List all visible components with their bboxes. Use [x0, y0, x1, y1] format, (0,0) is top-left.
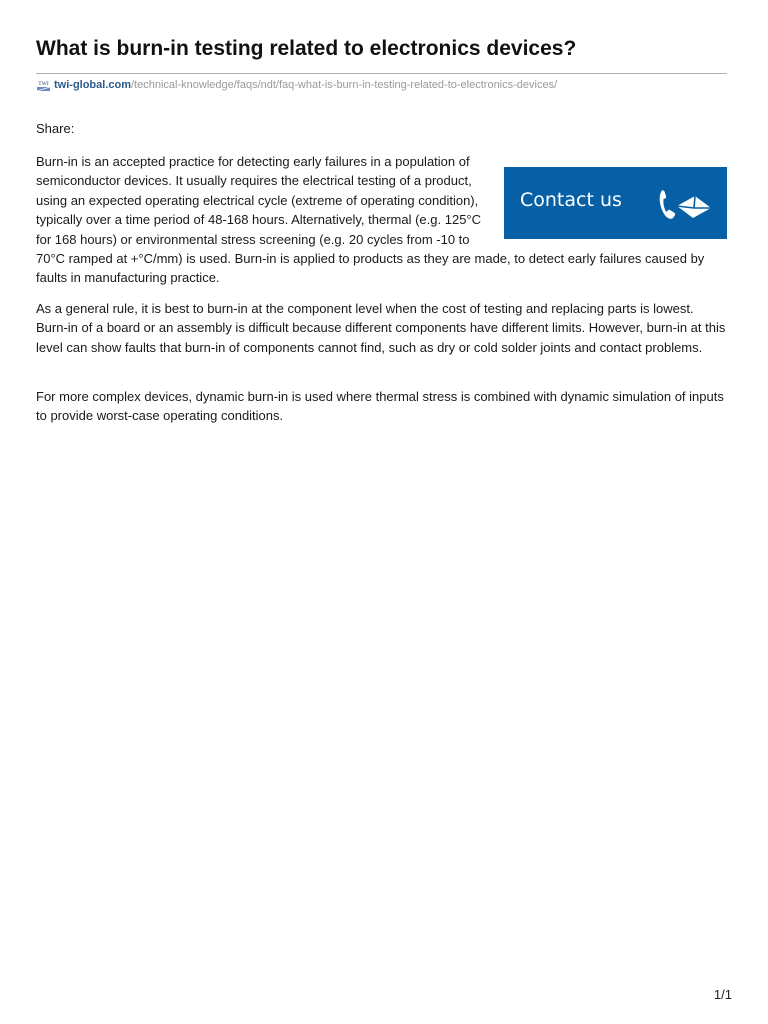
share-label: Share: — [36, 121, 75, 136]
source-domain: twi-global.com — [54, 79, 131, 91]
contact-icons — [655, 186, 713, 222]
phone-icon — [660, 190, 676, 218]
twi-logo-icon — [36, 79, 51, 93]
paragraph-2: As a general rule, it is best to burn-in at the component level when the cost of testing and replacing parts is lowest. Burn-in of a board or an assembly is difficult because different components have different limits. However, burn-in at this level can show faults that burn-in of components cannot find, such as dry or cold solder joints and contact problems. — [36, 301, 726, 355]
page-indicator: 1/1 — [713, 987, 732, 1002]
title-divider — [36, 73, 727, 74]
source-path: /technical-knowledge/faqs/ndt/faq-what-is-burn-in-testing-related-to-electronics-devices/ — [131, 79, 558, 91]
intro-block — [36, 152, 727, 288]
page-title: What is burn-in testing related to electronics devices? — [36, 37, 577, 60]
source-link[interactable] — [54, 79, 557, 91]
envelope-icon — [677, 196, 711, 218]
source-line — [36, 79, 557, 93]
paragraph-1: Burn-in is an accepted practice for detecting early failures in a population of semiconductor devices. It usually requires the electrical testing of a product, using an expected operating electrical cycle (extreme of operating condition), typically over a time period of 48-168 hours. Alternatively, thermal (e.g. 125°C for 168 hours) or environmental stress screening (e.g. 20 cycles from -10 to 70°C ramped at +°C/mm) is used. Burn-in is applied to products as they are made, to detect early failures caused by faults in manufacturing practice. — [36, 154, 705, 286]
svg-text:TWI: TWI — [38, 81, 49, 87]
paragraph-3: For more complex devices, dynamic burn-in is used where thermal stress is combined with dynamic simulation of inputs to provide worst-case operating conditions. — [36, 389, 724, 424]
contact-us-label: Contact us — [520, 189, 622, 211]
contact-us-button[interactable] — [504, 167, 727, 239]
